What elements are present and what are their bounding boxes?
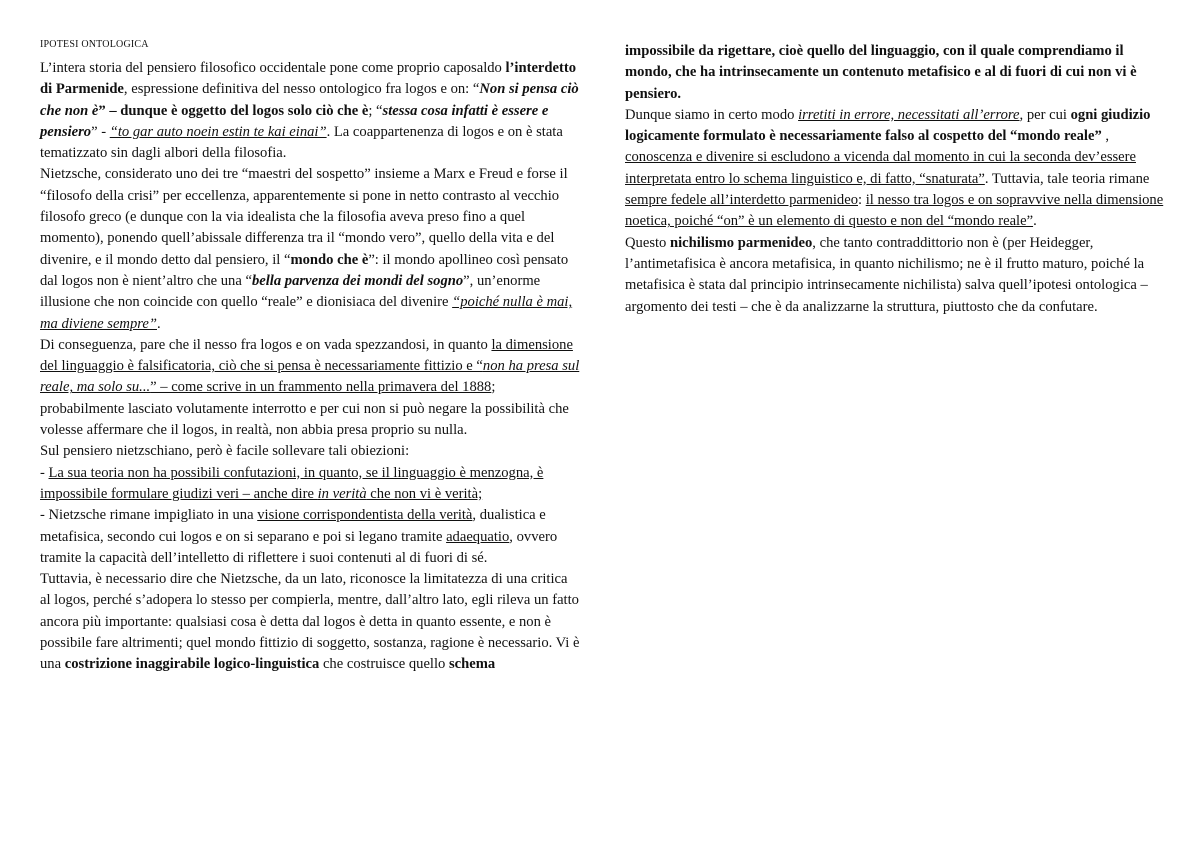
objection-1: - La sua teoria non ha possibili confutazioni, in quanto, se il linguaggio è menzogna, è impossibile formulare giudizi veri – anche dire in verità che non vi è verità; (40, 464, 544, 502)
paragraph-7: Tuttavia, è necessario dire che Nietzsche, da un lato, riconosce la limitatezza di una critica al logos, perché s’adopera lo stesso per compierla, mentre, dall’altro lato, egli rileva un fatto ancora più importante: qualsiasi cosa è detta dal logos è detta in quanto essente, e non è possibile fare altrimenti; quel mondo fittizio di soggetto, sostanza, ragione è necessario. Vi è una costrizione inaggirabile logico-linguistica che costruisce quello schema (40, 571, 580, 673)
objection-2: - Nietzsche rimane impigliato in una visione corrispondentista della verità, dualistica e metafisica, secondo cui logos e on si separano e poi si legano tramite adaequatio, ovvero tramite la capacità dell’intelletto di riflettere i suoi contenuti al di fuori di sé. (40, 507, 558, 566)
paragraph-4: Sul pensiero nietzschiano, però è facile sollevare tali obiezioni: (40, 443, 410, 460)
paragraph-3: Di conseguenza, pare che il nesso fra logos e on vada spezzandosi, in quanto la dimensione del linguaggio è falsificatoria, ciò che si pensa è necessariamente fittizio e “non ha presa sul reale, ma solo su...” – come scrive in un frammento nella primavera del 1888; probabilmente lasciato volutamente interrotto e per cui non si può negare la possibilità che volesse affermare che il logos, in realtà, non abbia presa proprio su nulla. (40, 336, 580, 439)
right-paragraph-3: Questo nichilismo parmenideo, che tanto contraddittorio non è (per Heidegger, l’antimetafisica è ancora metafisica, in quanto nichilismo; ne è il frutto maturo, poiché la metafisica è stata dal principio intrinsecamente nichilista) salva quell’ipotesi ontologica – argomento dei testi – che è da analizzarne la struttura, piuttosto che da confutare. (625, 234, 1148, 315)
paragraph-1: L’intera storia del pensiero filosofico occidentale pone come proprio caposaldo l’interdetto di Parmenide, espressione definitiva del nesso ontologico fra logos e on: “Non si pensa ciò che non è” – dunque è oggetto del logos solo ciò che è; “stessa cosa infatti è essere e pensiero” - “to gar auto noein estin te kai einai”. La coappartenenza di logos e on è stata tematizzato sin dagli albori della filosofia. (40, 60, 579, 162)
right-paragraph-1: impossibile da rigettare, cioè quello del linguaggio, con il quale comprendiamo il mondo, che ha intrinsecamente un contenuto metafisico e al di fuori di cui non vi è pensiero. (625, 43, 1137, 102)
section-heading: IPOTESI ONTOLOGICA (40, 39, 149, 50)
right-paragraph-2: Dunque siamo in certo modo irretiti in errore, necessitati all’errore, per cui ogni giudizio logicamente formulato è necessariamente falso al cospetto del “mondo reale” , conoscenza e divenire si escludono a vicenda dal momento in cui la seconda dev’essere interpretata entro lo schema linguistico e, di fatto, “snaturata”. Tuttavia, tale teoria rimane sempre fedele all’interdetto parmenideo: il nesso tra logos e on sopravvive nella dimensione noetica, poiché “on” è un elemento di questo e non del “mondo reale”. (625, 106, 1164, 230)
left-column (40, 38, 580, 676)
paragraph-2: Nietzsche, considerato uno dei tre “maestri del sospetto” insieme a Marx e Freud e forse il “filosofo della crisi” per eccellenza, apparentemente si pone in netto contrasto al vecchio filosofo greco (e dunque con la via idealista che la filosofia aveva preso fino a quel momento), ponendo quell’abissale differenza tra il “mondo vero”, quello della vita e del divenire, e il mondo detto dal pensiero, il “mondo che è”: il mondo apollineo così pensato dal logos non è nient’altro che una “bella parvenza dei mondi del sogno”, un’enorme illusione che non coincide con quello “reale” e dionisiaca del divenire “poiché nulla è mai, ma diviene sempre”. (40, 166, 573, 332)
right-column (625, 41, 1165, 318)
